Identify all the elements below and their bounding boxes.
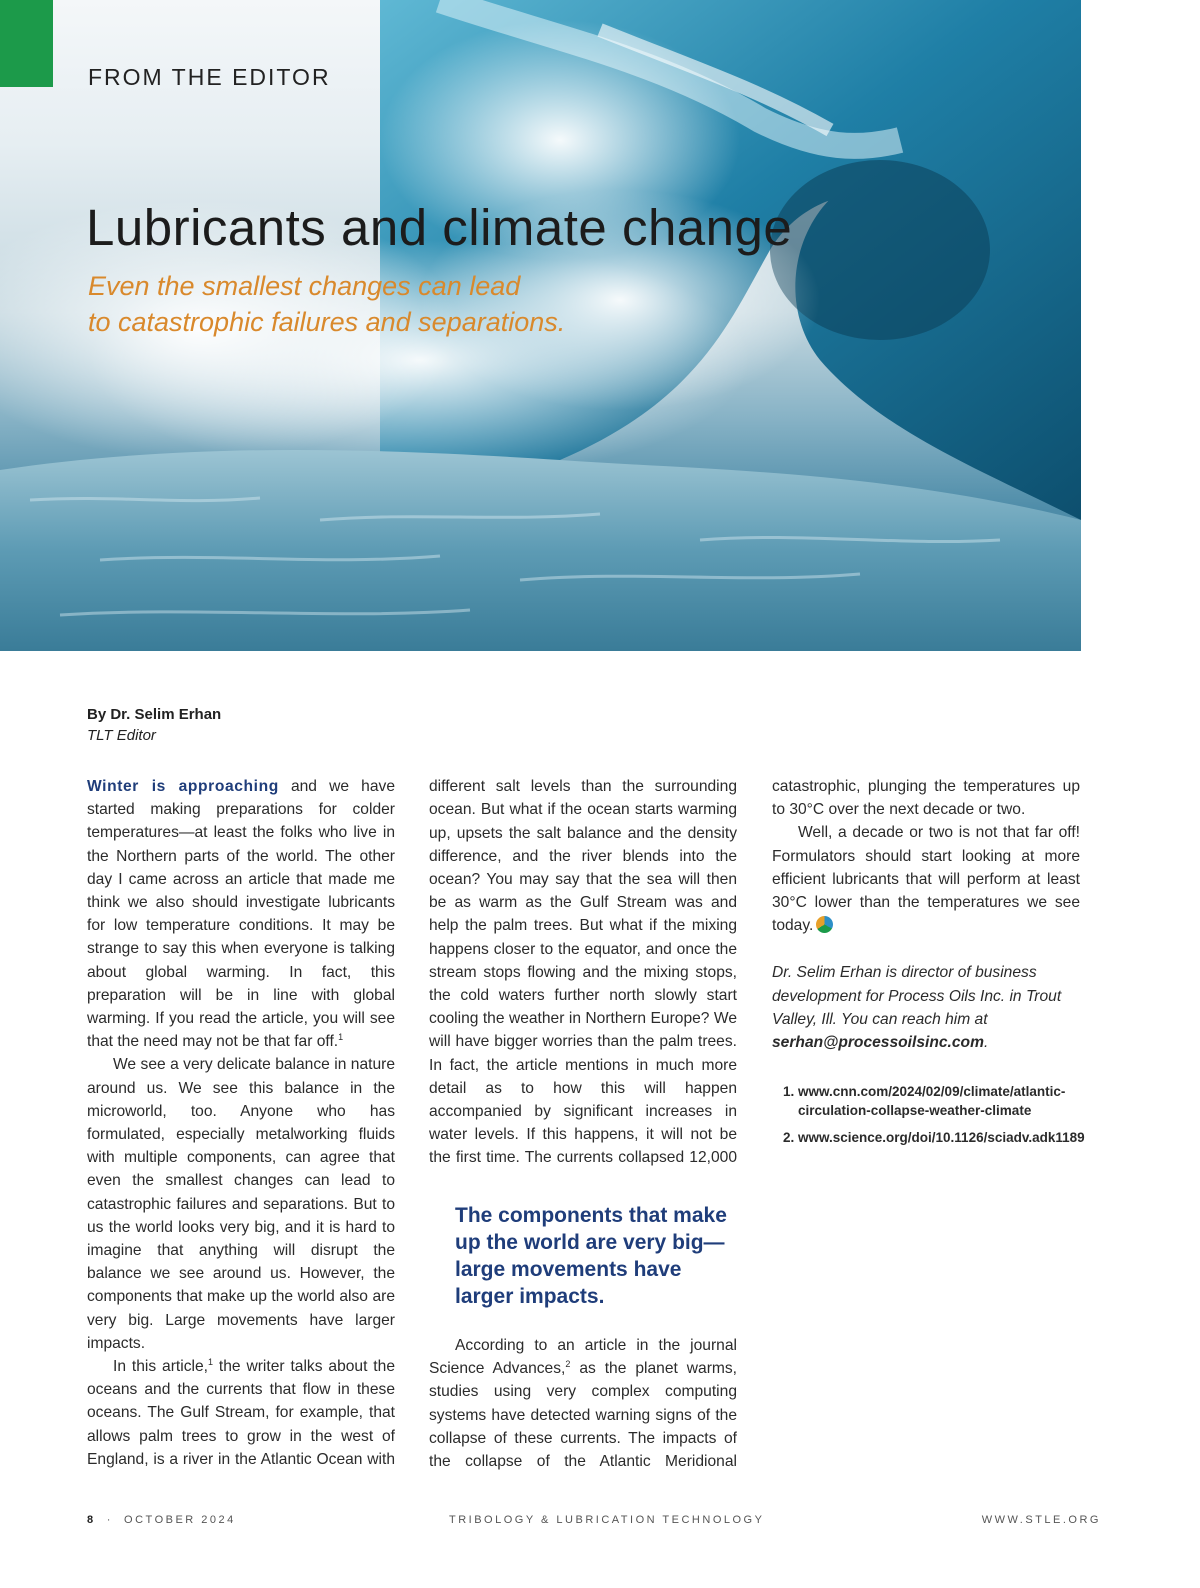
lead-in: Winter is approaching bbox=[87, 778, 279, 795]
column-1 bbox=[87, 775, 395, 1471]
footnote-ref[interactable]: 2 bbox=[565, 1359, 571, 1370]
website-link[interactable]: WWW.STLE.ORG bbox=[981, 1514, 1101, 1526]
column-2: different salt levels than the surrounding ocean. But what if the ocean starts warming up, upsets the salt balance and the density difference, and the river blends into the ocean? You may say that the sea will then be as warm as the Gulf Stream was and help the palm trees. But what if the mixing happens closer to the equator, and once the stream stops flowing and the mixing stops, the cold waters further north slowly start cooling the weather in Northern Europe? We will have bigger worries than the palm trees. In fact, the article mentions in much more detail as to how this will happen accompanied by significant increases in water levels. If this happens, it will not be the first time. The currents collapsed 12,000 bbox=[429, 778, 737, 1167]
hero-image bbox=[0, 0, 1081, 651]
section-label: FROM THE EDITOR bbox=[88, 64, 331, 90]
author-bio: Dr. Selim Erhan is director of business development for Process Oils Inc. in Trout Valley, Ill. You can reach him at serhan@processoilsinc.com. bbox=[772, 964, 1062, 1052]
stle-end-mark-icon bbox=[816, 916, 833, 933]
subtitle-line-1: Even the smallest changes can lead bbox=[88, 271, 521, 301]
reference-item[interactable]: 1. www.cnn.com/2024/02/09/climate/atlantic-circulation-collapse-weather-climate bbox=[798, 1082, 1080, 1120]
author-role: TLT Editor bbox=[87, 727, 156, 744]
paragraph-4-continued: catastrophic, plunging the temperatures up to 30°C over the next decade or two. bbox=[772, 778, 1080, 819]
page-number: 8 bbox=[87, 1514, 96, 1526]
article-title: Lubricants and climate change bbox=[86, 199, 793, 256]
footer-separator: · bbox=[106, 1514, 113, 1526]
section-color-tab bbox=[0, 0, 53, 87]
paragraph-4: According to an article in the journal Science Advances,$^2$ as the planet warms, studies using very complex computing systems have detected warning signs of the collapse of these currents. The impacts of the collapse of the Atlantic Meridional bbox=[429, 1337, 737, 1471]
references-list bbox=[772, 1082, 1085, 1147]
article-subtitle bbox=[88, 268, 708, 340]
paragraph-2: We see a very delicate balance in nature around us. We see this balance in the microworld, too. Anyone who has formulated, especially metalworking fluids with multiple components, can agree that even the smallest changes can lead to catastrophic failures and separations. But to us the world looks very big, and it is hard to imagine that anything will disrupt the balance we see around us. However, the components that make up the world also are very big. Large movements have larger impacts. bbox=[87, 1056, 395, 1352]
issue-date: OCTOBER 2024 bbox=[124, 1514, 236, 1526]
footnote-ref[interactable]: 1 bbox=[338, 1032, 344, 1043]
paragraph-5: Well, a decade or two is not that far off! Formulators should start looking at more efficient lubricants that will perform at least 30°C lower than the temperatures we see today. bbox=[772, 824, 1080, 935]
paragraph-3: In this article,$^1$ the writer talks about the oceans and the currents that flow in these oceans. The Gulf Stream, for example, that allows palm trees to grow in the west of England, is a river in the Atlantic Ocean with bbox=[87, 1356, 395, 1468]
subtitle-line-2: to catastrophic failures and separations. bbox=[88, 307, 566, 337]
byline bbox=[87, 705, 221, 747]
author-email-link[interactable]: serhan@processoilsinc.com bbox=[772, 1034, 984, 1052]
column-3 bbox=[772, 775, 1085, 1155]
pull-quote: The components that make up the world are very big—large movements have larger impacts. bbox=[455, 1204, 727, 1308]
author-name: By Dr. Selim Erhan bbox=[87, 706, 222, 723]
paragraph-1: Winter is approaching and we have started making preparations for colder temperatures—at least the folks who live in the Northern parts of the world. The other day I came across an article that made me think we also should investigate lubricants for low temperature conditions. It may be strange to say this when everyone is talking about global warming. In fact, this preparation will be in line with global warming. If you read the article, you will see that the need may not be that far off.$^1$ bbox=[87, 778, 395, 1051]
footer-page-info bbox=[87, 1514, 236, 1526]
reference-item[interactable]: 2. www.science.org/doi/10.1126/sciadv.adk1189 bbox=[798, 1128, 1080, 1147]
footnote-ref[interactable]: 1 bbox=[207, 1356, 213, 1367]
column-2-lower bbox=[429, 1180, 737, 1472]
publication-name: TRIBOLOGY & LUBRICATION TECHNOLOGY bbox=[449, 1514, 765, 1526]
